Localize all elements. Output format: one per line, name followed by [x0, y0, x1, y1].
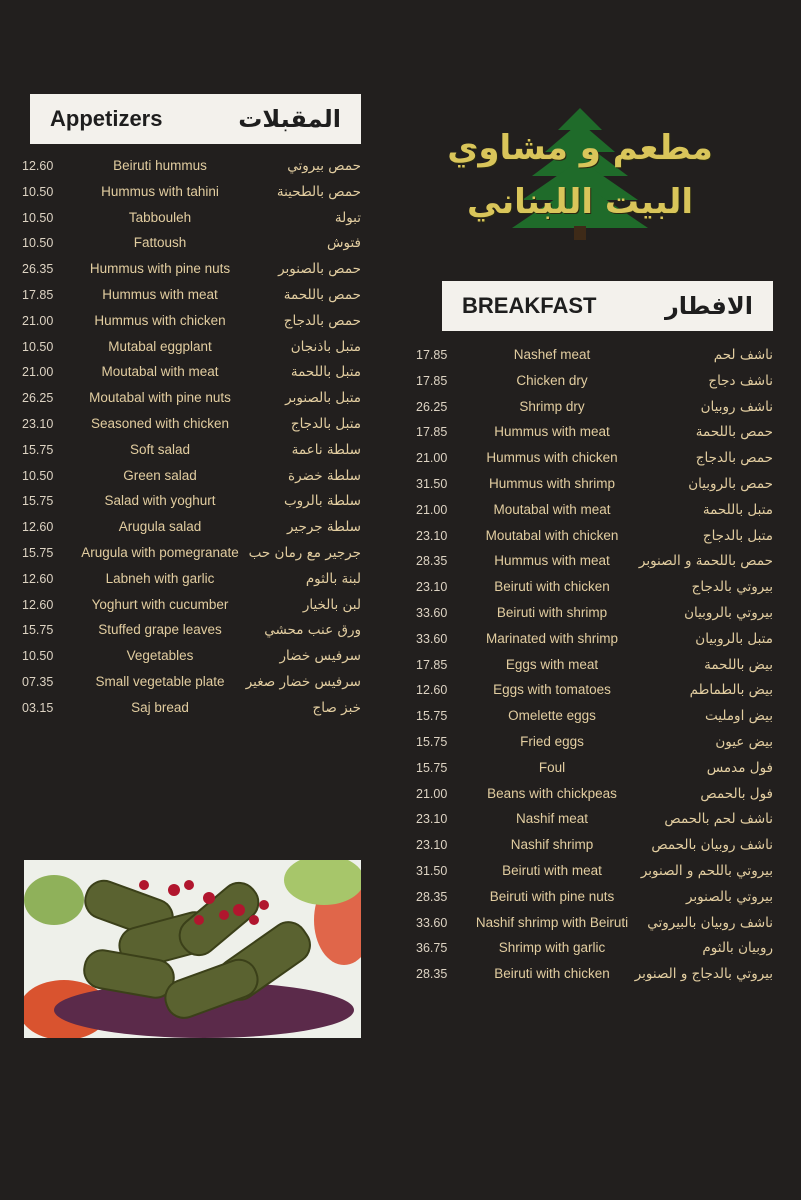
item-name-en: Eggs with tomatoes	[493, 682, 611, 698]
item-name-ar: حمص باللحمة و الصنوبر	[638, 553, 773, 570]
item-name-ar: روبيان بالثوم	[702, 940, 773, 957]
menu-item	[0, 578, 801, 604]
item-name-en: Hummus with meat	[102, 286, 218, 302]
item-price: 33.60	[416, 605, 448, 620]
item-price: 33.60	[416, 915, 448, 930]
item-price: 12.60	[22, 597, 54, 612]
item-price: 31.50	[416, 863, 448, 878]
menu-item	[0, 209, 801, 235]
item-price: 17.85	[416, 348, 448, 362]
item-name-en: Hummus with meat	[494, 424, 610, 440]
item-name-ar: بيض بالطماطم	[689, 682, 773, 699]
item-name-ar: حمص باللحمة	[695, 424, 773, 441]
item-name-ar: بيروتي باللحم و الصنوبر	[640, 862, 773, 879]
item-price: 23.10	[416, 812, 448, 827]
menu-item	[0, 157, 801, 183]
item-price: 12.60	[22, 159, 54, 173]
menu-item	[0, 733, 801, 759]
item-name-ar: فول مدمس	[706, 759, 773, 776]
menu-item	[0, 656, 801, 682]
item-name-en: Vegetables	[126, 648, 194, 664]
menu-item	[0, 836, 801, 862]
item-name-en: Nashif shrimp	[510, 837, 594, 853]
item-name-en: Nashef meat	[513, 347, 591, 362]
item-name-en: Moutabal with meat	[101, 364, 219, 380]
item-name-en: Green salad	[123, 467, 197, 483]
item-name-ar: ناشف دجاج	[708, 372, 773, 389]
item-price: 15.75	[416, 760, 448, 775]
item-name-en: Arugula salad	[118, 519, 202, 535]
menu-item	[0, 552, 801, 578]
item-price: 12.60	[416, 683, 448, 698]
item-name-en: Beiruti with meat	[502, 862, 602, 878]
item-price: 10.50	[22, 236, 54, 251]
item-price: 21.00	[416, 502, 448, 517]
item-name-en: Salad with yoghurt	[104, 493, 216, 509]
item-name-en: Nashif shrimp with Beiruti	[475, 914, 629, 930]
menu-item	[0, 604, 801, 630]
item-price: 15.75	[22, 623, 54, 638]
item-price: 10.50	[22, 468, 54, 483]
item-price: 17.85	[416, 657, 448, 672]
item-name-ar: متبل باللحمة	[702, 501, 773, 518]
logo-line-1: مطعم و مشاوي	[447, 128, 713, 168]
appetizers-title-en: Appetizers	[50, 106, 163, 131]
logo-line-2: البيت اللبناني	[467, 182, 693, 222]
item-name-ar: سلطة بالروب	[283, 493, 361, 510]
item-price: 15.75	[416, 709, 448, 724]
item-name-en: Marinated with shrimp	[485, 630, 619, 646]
item-name-en: Hummus with chicken	[486, 450, 618, 466]
item-name-ar: فتوش	[327, 235, 361, 252]
menu-item	[0, 234, 801, 260]
item-name-ar: حمص بالروبيان	[688, 475, 773, 492]
item-name-ar: حمص بالطحينة	[276, 183, 361, 200]
menu-item	[0, 527, 801, 553]
item-name-ar: متبل بالدجاج	[290, 415, 361, 432]
item-price: 15.75	[22, 494, 54, 509]
item-name-ar: سلطة خضرة	[288, 467, 361, 484]
item-name-en: Arugula with pomegranate	[81, 544, 239, 560]
item-price: 21.00	[22, 313, 54, 328]
menu-item	[0, 707, 801, 733]
item-price: 28.35	[416, 889, 448, 904]
menu-item	[0, 630, 801, 656]
item-price: 33.60	[416, 631, 448, 646]
menu-item	[0, 759, 801, 785]
item-name-en: Soft salad	[129, 441, 191, 457]
item-name-en: Chicken dry	[516, 372, 588, 388]
item-name-ar: حمص بيروتي	[287, 158, 361, 174]
item-name-en: Omelette eggs	[508, 708, 596, 724]
item-name-ar: لبنة بالثوم	[305, 570, 361, 587]
item-price: 17.85	[22, 287, 54, 302]
appetizers-header	[30, 94, 361, 144]
menu-item	[0, 475, 801, 501]
menu-item	[0, 346, 801, 372]
item-price: 23.10	[416, 528, 448, 543]
item-price: 26.35	[22, 262, 54, 277]
item-price: 28.35	[416, 554, 448, 569]
item-name-en: Labneh with garlic	[105, 570, 215, 586]
item-name-en: Shrimp dry	[519, 398, 585, 414]
item-price: 23.10	[416, 580, 448, 595]
item-name-en: Shrimp with garlic	[498, 940, 606, 956]
item-name-en: Beans with chickpeas	[487, 785, 617, 801]
item-name-en: Beiruti with pine nuts	[489, 888, 615, 904]
item-name-en: Stuffed grape leaves	[98, 622, 222, 638]
item-name-ar: حمص بالدجاج	[283, 312, 361, 329]
item-name-en: Eggs with meat	[505, 656, 599, 672]
item-price: 21.00	[22, 365, 54, 380]
item-name-en: Moutabal with meat	[493, 501, 611, 517]
item-name-en: Beiruti with chicken	[494, 966, 610, 982]
item-name-ar: فول بالحمص	[700, 785, 773, 802]
item-price: 36.75	[416, 941, 448, 956]
menu-item	[0, 372, 801, 398]
item-name-ar: بيروتي بالصنوبر	[685, 888, 773, 905]
item-name-ar: بيض اومليت	[705, 708, 773, 725]
item-name-en: Beiruti with chicken	[494, 579, 610, 595]
item-name-ar: سلطة ناعمة	[291, 441, 361, 458]
item-price: 26.25	[22, 391, 54, 406]
menu-item	[0, 810, 801, 836]
breakfast-header	[442, 281, 773, 331]
menu-item	[0, 398, 801, 424]
item-name-en: Seasoned with chicken	[90, 415, 230, 431]
item-name-en: Hummus with meat	[494, 553, 610, 569]
item-name-ar: لبن بالخيار	[302, 596, 361, 613]
item-name-en: Hummus with tahini	[101, 183, 219, 199]
item-name-ar: بيروتي بالروبيان	[684, 604, 773, 621]
item-name-ar: ورق عنب محشي	[264, 622, 361, 639]
item-name-ar: بيروتي بالدجاج و الصنوبر	[634, 966, 773, 983]
item-name-ar: سرفيس خضار	[279, 648, 361, 665]
item-name-en: Small vegetable plate	[95, 673, 225, 689]
item-name-en: Mutabal eggplant	[108, 338, 212, 354]
item-price: 26.25	[416, 399, 448, 414]
item-name-en: Tabbouleh	[128, 209, 192, 225]
item-price: 23.10	[22, 416, 54, 431]
item-name-en: Moutabal with pine nuts	[89, 390, 231, 406]
item-price: 17.85	[416, 425, 448, 440]
dish-photo	[24, 860, 361, 1038]
item-name-ar: ناشف روبيان بالبيروتي	[647, 914, 773, 931]
stuffed-grape-leaves-image	[24, 860, 361, 1038]
item-price: 10.50	[22, 184, 54, 199]
item-price: 31.50	[416, 476, 448, 491]
menu-item	[0, 423, 801, 449]
item-price: 17.85	[416, 373, 448, 388]
item-price: 12.60	[22, 520, 54, 535]
item-name-en: Beiruti hummus	[113, 158, 207, 173]
item-name-ar: بيض عيون	[715, 733, 773, 750]
item-name-ar: بيض باللحمة	[704, 656, 773, 673]
item-name-ar: حمص بالصنوبر	[278, 261, 361, 278]
item-price: 15.75	[22, 545, 54, 560]
item-name-en: Nashif meat	[515, 811, 589, 827]
menu-item	[0, 785, 801, 811]
item-price: 12.60	[22, 571, 54, 586]
item-price: 10.50	[22, 649, 54, 664]
item-name-ar: بيروتي بالدجاج	[691, 579, 773, 596]
item-name-ar: جرجير مع رمان حب	[248, 544, 361, 561]
item-name-en: Beiruti with shrimp	[496, 604, 608, 620]
item-name-en: Fried eggs	[520, 733, 584, 749]
item-name-ar: ناشف لحم	[713, 347, 773, 363]
appetizers-title-ar: المقبلات	[238, 105, 341, 133]
breakfast-title-en: BREAKFAST	[462, 293, 597, 318]
item-price: 23.10	[416, 838, 448, 853]
menu-item	[0, 681, 801, 707]
item-name-en: Hummus with pine nuts	[89, 261, 231, 277]
item-price: 28.35	[416, 967, 448, 982]
item-name-ar: متبل بالروبيان	[695, 630, 773, 647]
item-name-ar: حمص بالدجاج	[695, 450, 773, 467]
item-name-ar: تبولة	[334, 209, 361, 226]
item-name-en: Foul	[538, 759, 566, 775]
item-name-en: Hummus with chicken	[94, 312, 226, 328]
item-price: 21.00	[416, 451, 448, 466]
item-name-ar: متبل بالدجاج	[702, 527, 773, 544]
item-name-ar: متبل بالصنوبر	[285, 390, 361, 407]
item-name-ar: سلطة جرجير	[286, 519, 361, 536]
item-name-ar: ناشف لحم بالحمص	[664, 811, 773, 828]
menu-item	[0, 183, 801, 209]
item-price: 15.75	[22, 442, 54, 457]
item-price: 07.35	[22, 674, 54, 689]
item-name-en: Moutabal with chicken	[485, 527, 619, 543]
item-name-en: Fattoush	[133, 235, 187, 251]
item-name-ar: حمص باللحمة	[283, 286, 361, 303]
item-price: 21.00	[416, 786, 448, 801]
item-name-ar: سرفيس خضار صغير	[245, 673, 361, 690]
item-price: 10.50	[22, 210, 54, 225]
item-price: 15.75	[416, 734, 448, 749]
item-name-en: Saj bread	[131, 699, 189, 715]
item-name-en: Hummus with shrimp	[488, 475, 616, 491]
item-name-ar: متبل باللحمة	[290, 364, 361, 381]
item-name-ar: ناشف روبيان	[700, 398, 773, 415]
menu-item	[0, 449, 801, 475]
item-name-en: Yoghurt with cucumber	[91, 596, 229, 612]
item-name-ar: خبز صاج	[312, 699, 361, 716]
item-price: 10.50	[22, 339, 54, 354]
item-price: 03.15	[22, 700, 54, 715]
item-name-ar: متبل باذنجان	[290, 338, 361, 355]
menu-item	[0, 501, 801, 527]
item-name-ar: ناشف روبيان بالحمص	[651, 837, 773, 854]
breakfast-title-ar: الافطار	[664, 292, 753, 320]
